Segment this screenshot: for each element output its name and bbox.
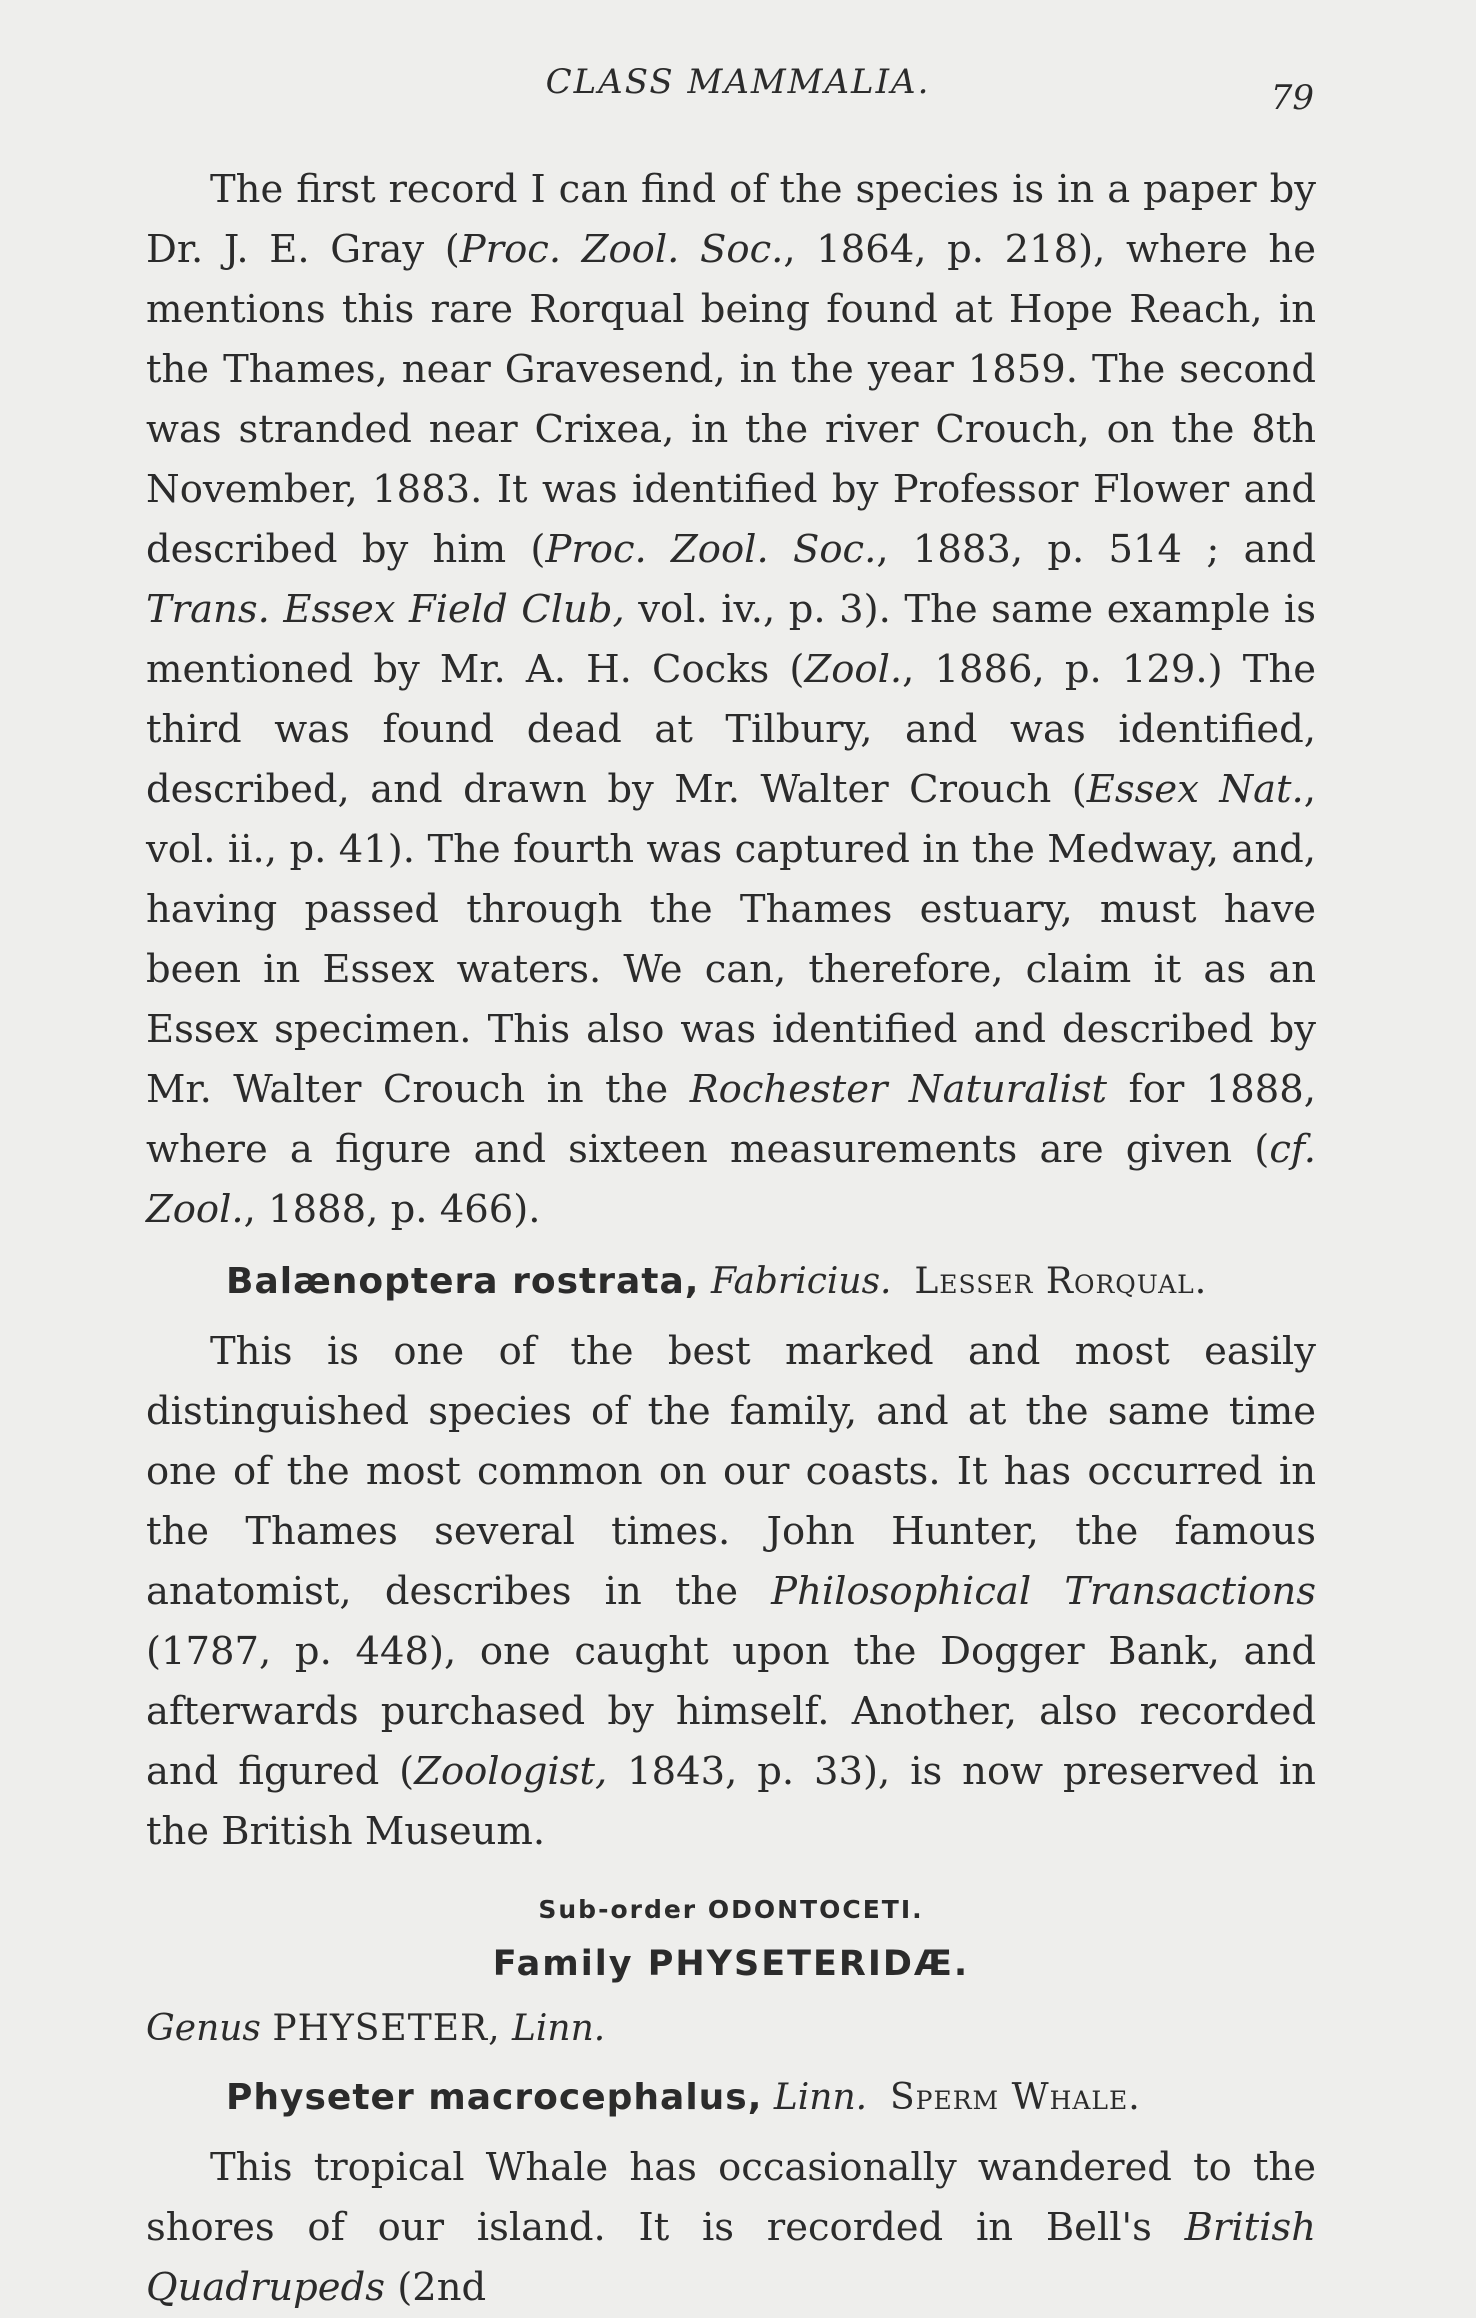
paragraph-rorqual-records — [146, 160, 1316, 1240]
suborder-heading — [146, 1890, 1316, 1930]
citation-italic: Philosophical Transactions — [771, 1569, 1316, 1614]
species-heading-sperm-whale — [146, 2068, 1316, 2128]
text-run: The first record I can find of the species is in a paper by Dr. J. E. Gray ( — [146, 167, 1316, 272]
citation-italic: Proc. Zool. Soc. — [459, 227, 784, 272]
text-run: , 1883, p. 514 ; and — [876, 527, 1316, 572]
running-title: CLASS MAMMALIA. — [545, 62, 931, 102]
text-run: This tropical Whale has occasionally wandered to the shores of our island. It is recorded in Bell's — [146, 2145, 1316, 2250]
text-run: vol. iv., p. 3). The same example is mentioned by Mr. A. H. Cocks ( — [146, 587, 1316, 692]
text-run: (2nd — [385, 2265, 487, 2310]
text-run: (1787, p. 448), one caught upon the Dogger Bank, and afterwards purchased by himself. Another, also recorded and figured ( — [146, 1629, 1316, 1794]
species-name: Physeter macrocephalus, — [226, 2077, 763, 2118]
text-run: , 1888, p. 466). — [243, 1187, 541, 1232]
citation-italic: Essex Nat. — [1086, 767, 1304, 812]
species-name: Balænoptera rostrata, — [226, 1261, 700, 1302]
citation-italic: British Quadrupeds — [146, 2205, 1316, 2310]
suborder-name: ODONTOCETI. — [707, 1895, 924, 1924]
text-run: for 1888, where a figure and sixteen measurements are given ( — [146, 1067, 1317, 1172]
common-name: Lesser Rorqual. — [914, 1261, 1208, 1302]
body-text — [146, 160, 1316, 2318]
genus-heading — [146, 1998, 1316, 2060]
citation-italic: Zool. — [804, 647, 903, 692]
text-run: , 1864, p. 218), where he mentions this rare Rorqual being found at Hope Reach, in the Thames, near Gravesend, in the year 1859. The second was stranded near Crixea, in the river Crouch, on the 8th November, 1883. It was identified by Professor Flower and described by him ( — [146, 227, 1317, 572]
text-run: , vol. ii., p. 41). The fourth was captured in the Medway, and, having passed through the Thames estuary, must have been in Essex waters. We can, therefore, claim it as an Essex specimen. This also was identified and described by Mr. Walter Crouch in the — [146, 767, 1316, 1112]
genus-name: PHYSETER, — [272, 2008, 501, 2049]
species-authority: Fabricius. — [710, 1261, 892, 1302]
species-authority: Linn. — [773, 2077, 868, 2118]
page-number: 79 — [1270, 78, 1314, 118]
species-heading-lesser-rorqual — [146, 1252, 1316, 1312]
citation-italic: Trans. Essex Field Club, — [146, 587, 625, 632]
text-run: , 1886, p. 129.) The third was found dead at Tilbury, and was identified, described, and drawn by Mr. Walter Crouch ( — [146, 647, 1317, 812]
text-run: This is one of the best marked and most easily distinguished species of the family, and at the same time one of the most common on our coasts. It has occurred in the Thames several times. John Hunter, the famous anatomist, describes in the — [146, 1329, 1316, 1614]
paragraph-lesser-rorqual — [146, 1322, 1316, 1862]
citation-italic: Proc. Zool. Soc. — [545, 527, 877, 572]
text-run: 1843, p. 33), is now preserved in the British Museum. — [146, 1749, 1316, 1854]
paragraph-sperm-whale — [146, 2138, 1316, 2318]
genus-authority: Linn. — [512, 2008, 606, 2049]
suborder-label: Sub-order — [538, 1895, 698, 1924]
genus-label: Genus — [146, 2008, 261, 2049]
citation-italic: Zoologist, — [414, 1749, 608, 1794]
family-name: PHYSETERIDÆ. — [647, 1944, 970, 1984]
common-name: Sperm Whale. — [889, 2077, 1141, 2118]
family-heading — [146, 1936, 1316, 1992]
citation-italic: Rochester Naturalist — [689, 1067, 1108, 1112]
citation-italic: cf. Zool. — [146, 1127, 1316, 1232]
family-label: Family — [492, 1944, 634, 1984]
